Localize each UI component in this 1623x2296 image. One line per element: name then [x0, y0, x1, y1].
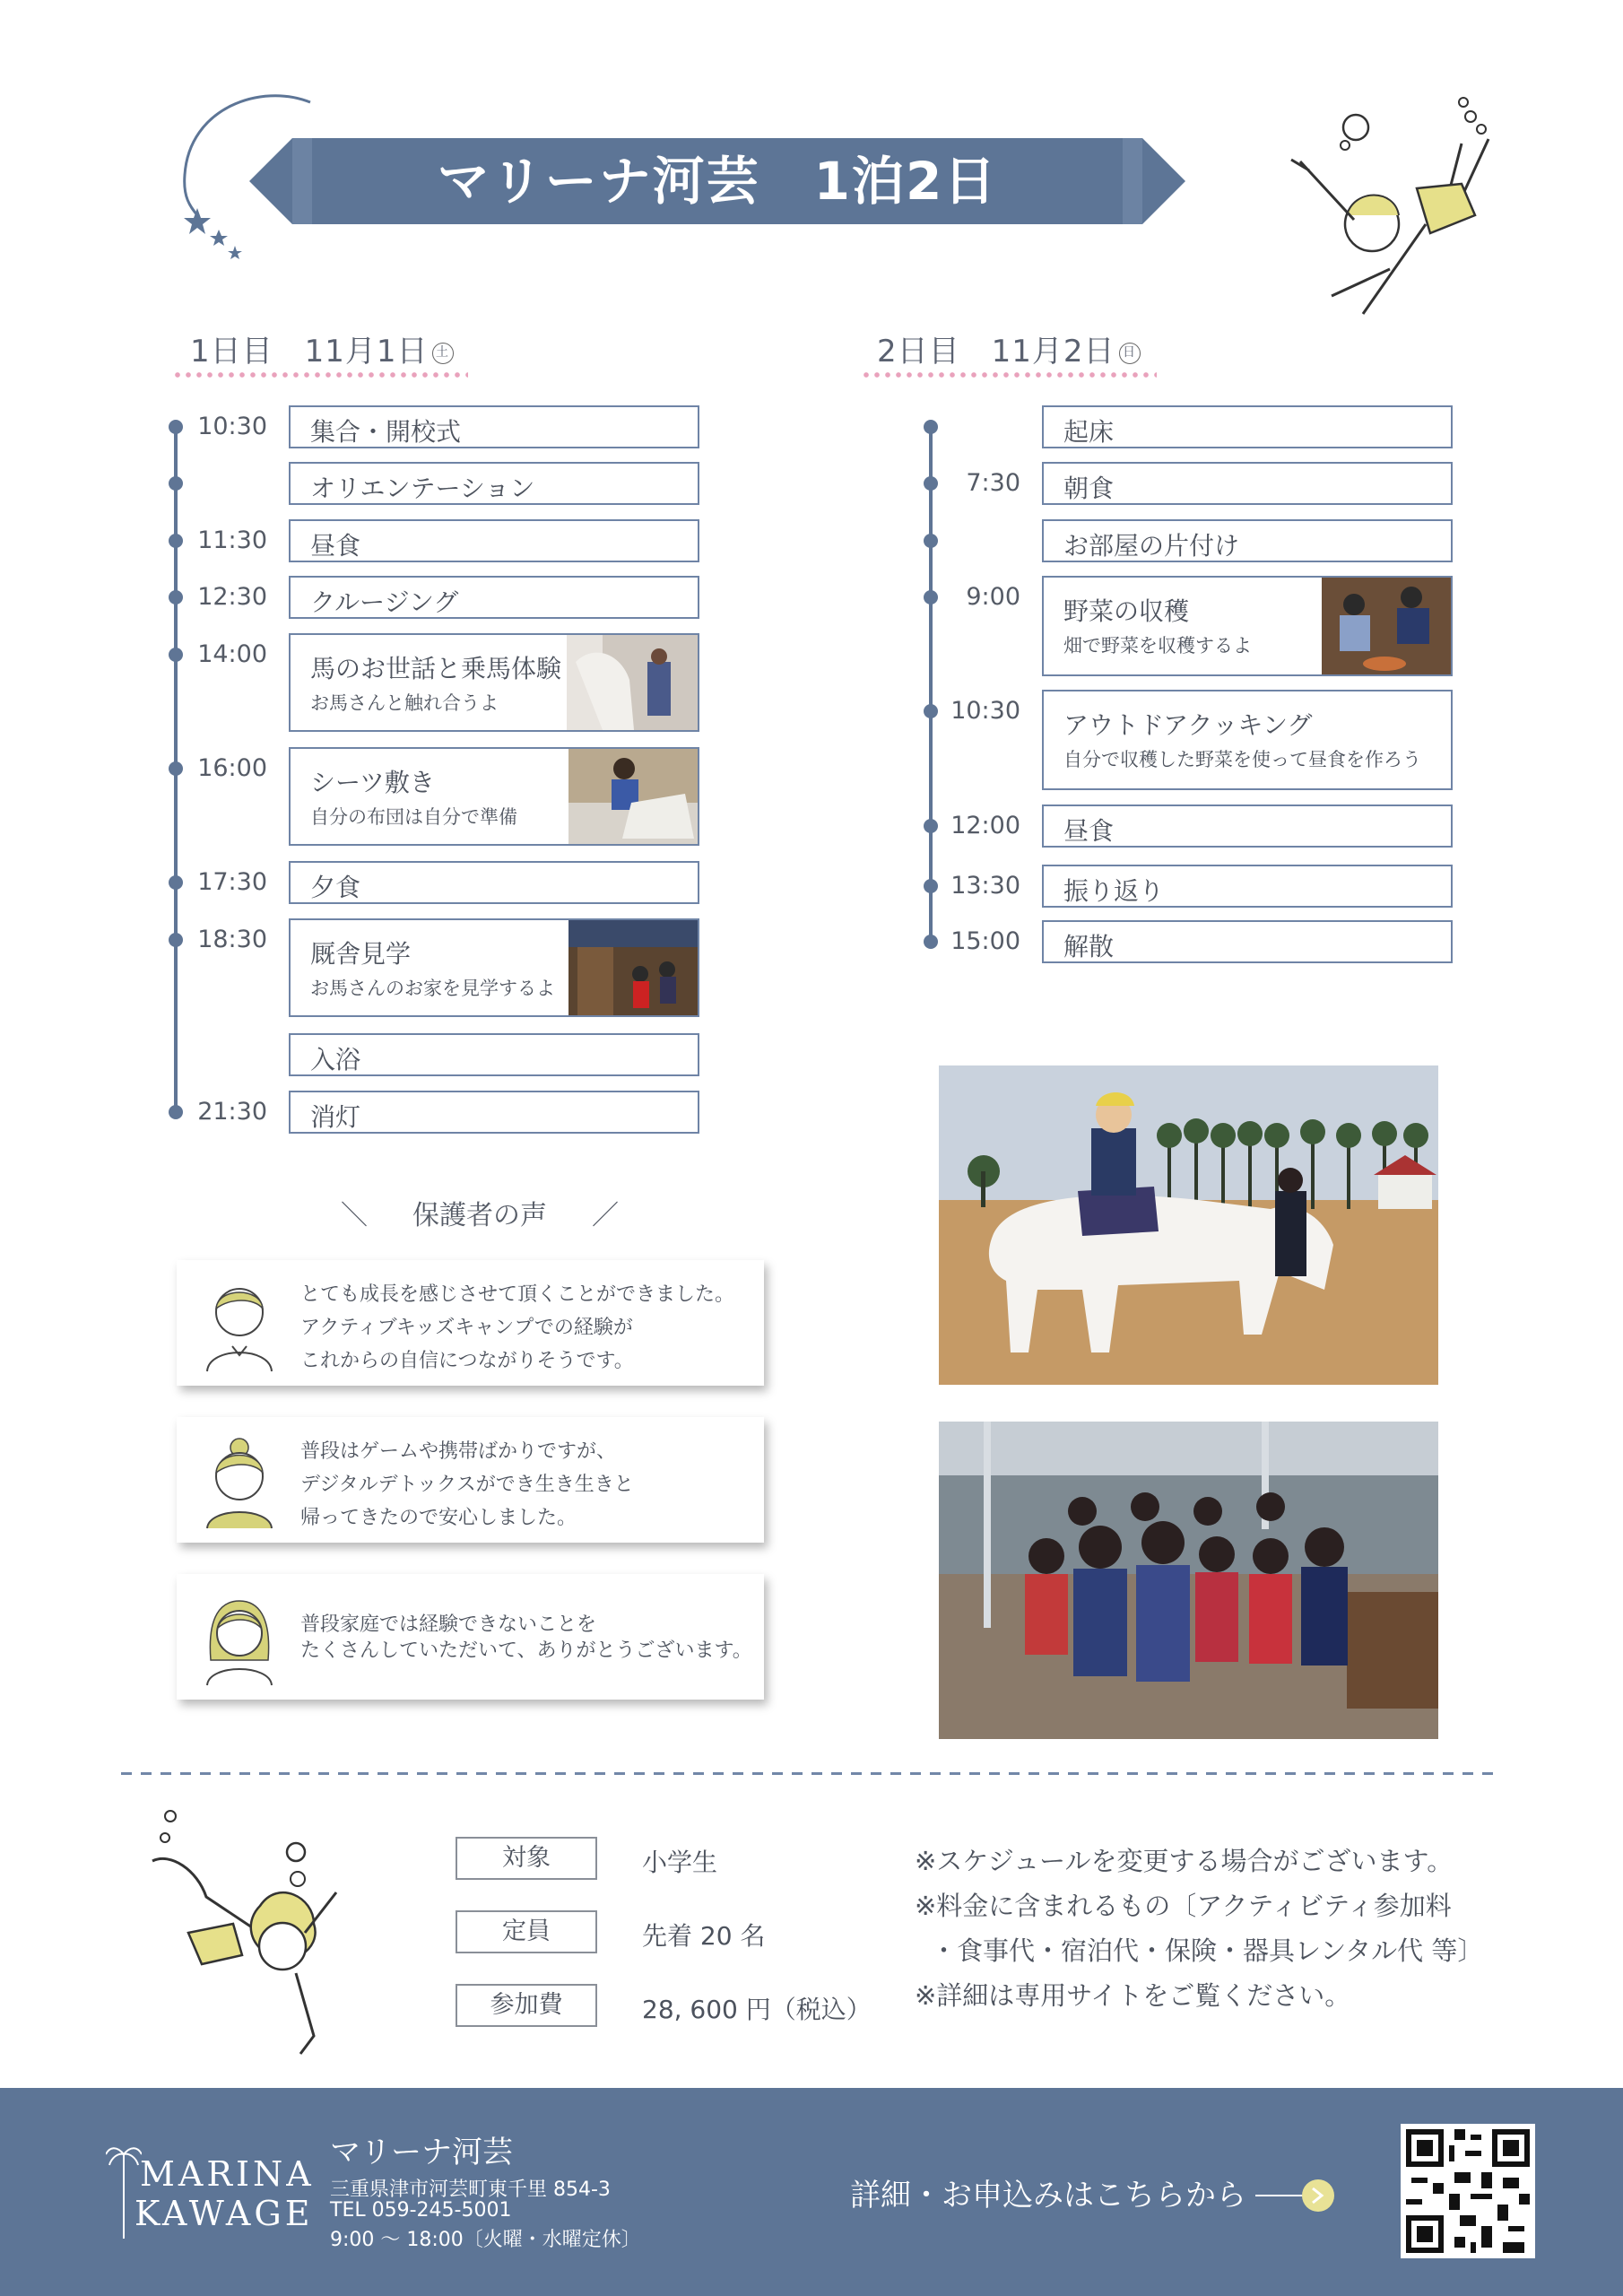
- time-label: 14:00: [197, 640, 267, 668]
- time-label: 12:00: [950, 812, 1020, 839]
- stable-photo: [568, 920, 698, 1015]
- voice-card: [177, 1574, 764, 1700]
- day2-header: [877, 326, 1141, 370]
- timeline-dot: [169, 648, 183, 662]
- voice-text: [300, 1278, 734, 1378]
- schedule-item: [289, 519, 699, 562]
- page-title: マリーナ河芸 1泊2日: [437, 151, 998, 212]
- voice-text: [300, 1435, 634, 1535]
- schedule-item: [289, 747, 699, 846]
- timeline-dot: [924, 534, 938, 548]
- schedule-item-title: シーツ敷き: [310, 768, 435, 797]
- timeline-dot: [169, 420, 183, 434]
- schedule-item-title: 解散: [1063, 932, 1115, 961]
- footer: [0, 2088, 1623, 2296]
- schedule-item-title: 朝食: [1063, 474, 1115, 503]
- schedule-item: [1042, 920, 1453, 963]
- timeline-dot: [924, 879, 938, 893]
- horse-riding-photo: [939, 1065, 1438, 1385]
- logo-text-marina: MARINA: [140, 2154, 315, 2194]
- sheets-photo: [568, 749, 698, 844]
- schedule-item-title: 入浴: [310, 1045, 361, 1074]
- time-label: 15:00: [950, 927, 1020, 955]
- title-banner: [249, 138, 1185, 224]
- diving-child-illustration-icon: [135, 1798, 359, 2067]
- schedule-item-title: 振り返り: [1063, 876, 1165, 906]
- day1-divider: [172, 372, 468, 378]
- schedule-item: [289, 405, 699, 448]
- day2-divider: [861, 372, 1157, 378]
- note-line: ※料金に含まれるもの〔アクティビティ参加料: [915, 1891, 1452, 1921]
- timeline-dot: [924, 420, 938, 434]
- voice-line: これからの自信につながりそうです。: [300, 1350, 634, 1372]
- time-label: 17:30: [197, 868, 267, 896]
- time-label: 7:30: [966, 469, 1020, 497]
- fee-value: 28, 600 円（税込）: [642, 1995, 872, 2024]
- schedule-item-title: アウトドアクッキング: [1063, 710, 1313, 740]
- schedule-item-title: お部屋の片付け: [1063, 531, 1240, 561]
- day1-weekday: 土: [432, 343, 454, 364]
- day2-date: 2日目 11月2日: [877, 334, 1115, 370]
- schedule-item-title: 昼食: [1063, 816, 1115, 846]
- cruising-group-photo: [939, 1422, 1438, 1739]
- schedule-item: [1042, 865, 1453, 908]
- footer-address: 三重県津市河芸町東千里 854-3: [330, 2179, 611, 2201]
- voice-line: デジタルデトックスができ生き生きと: [300, 1474, 634, 1496]
- day2-weekday: 日: [1119, 343, 1141, 364]
- capacity-label: 定員: [456, 1910, 597, 1953]
- voice-text: [300, 1608, 752, 1667]
- schedule-item-subtitle: お馬さんと触れ合うよ: [310, 692, 499, 714]
- fee-label: 参加費: [456, 1984, 597, 2027]
- day1-date: 1日目 11月1日: [190, 334, 429, 370]
- footer-facility-name: マリーナ河芸: [330, 2135, 513, 2170]
- timeline-dot: [169, 761, 183, 776]
- time-label: 10:30: [950, 697, 1020, 725]
- voice-card: [177, 1417, 764, 1543]
- day2-timeline-line: [929, 427, 933, 940]
- qr-code-icon: [1401, 2124, 1535, 2258]
- schedule-item: [1042, 804, 1453, 848]
- schedule-item-title: 消灯: [310, 1102, 361, 1132]
- voice-line: 帰ってきたので安心しました。: [300, 1507, 577, 1529]
- parent-avatar-icon: [195, 1431, 284, 1530]
- schedule-item: [1042, 462, 1453, 505]
- time-label: 16:00: [197, 754, 267, 782]
- schedule-item-subtitle: 畑で野菜を収穫するよ: [1063, 635, 1252, 657]
- schedule-item-title: 厩舎見学: [310, 939, 412, 969]
- qr-code[interactable]: [1401, 2124, 1535, 2258]
- schedule-item: [1042, 405, 1453, 448]
- schedule-item: [1042, 576, 1453, 676]
- timeline-dot: [924, 590, 938, 604]
- time-label: 21:30: [197, 1098, 267, 1126]
- time-label: 9:00: [966, 583, 1020, 611]
- note-line: ・食事代・宿泊代・保険・器具レンタル代 等〕: [931, 1935, 1484, 1966]
- target-value: 小学生: [642, 1848, 718, 1877]
- logo-text-kawage: KAWAGE: [135, 2194, 314, 2233]
- schedule-item: [289, 633, 699, 732]
- time-label: 18:30: [197, 926, 267, 953]
- time-label: 11:30: [197, 526, 267, 554]
- schedule-item: [1042, 690, 1453, 790]
- schedule-item: [289, 861, 699, 904]
- voice-card: [177, 1260, 764, 1386]
- timeline-dot: [169, 875, 183, 890]
- notes: [915, 1839, 1483, 2018]
- parent-avatar-icon: [195, 1588, 284, 1687]
- vegetable-harvest-photo: [1322, 578, 1451, 674]
- timeline-dot: [169, 534, 183, 548]
- time-label: 12:30: [197, 583, 267, 611]
- arrow-right-icon[interactable]: [1255, 2178, 1338, 2213]
- voice-line: 普段はゲームや携帯ばかりですが、: [300, 1440, 617, 1463]
- note-line: ※詳細は専用サイトをご覧ください。: [915, 1980, 1351, 2011]
- footer-tel: TEL 059-245-5001: [330, 2199, 512, 2222]
- schedule-item-subtitle: お馬さんのお家を見学するよ: [310, 978, 555, 999]
- timeline-dot: [924, 935, 938, 949]
- timeline-dot: [169, 476, 183, 491]
- section-divider: [121, 1772, 1502, 1775]
- timeline-dot: [169, 933, 183, 947]
- schedule-item: [1042, 519, 1453, 562]
- voice-line: 普段家庭では経験できないことを: [300, 1613, 597, 1636]
- time-label: 10:30: [197, 413, 267, 440]
- schedule-item-title: クルージング: [310, 587, 459, 617]
- schedule-item-title: 野菜の収穫: [1063, 596, 1190, 626]
- schedule-item-subtitle: 自分の布団は自分で準備: [310, 806, 517, 828]
- schedule-item: [289, 576, 699, 619]
- schedule-item: [289, 462, 699, 505]
- footer-hours: 9:00 ～ 18:00〔火曜・水曜定休〕: [330, 2229, 641, 2251]
- schedule-item: [289, 918, 699, 1017]
- day1-header: [190, 326, 454, 370]
- voices-title: ＼ 保護者の声 ／: [341, 1200, 619, 1231]
- voice-line: たくさんしていただいて、ありがとうございます。: [300, 1639, 752, 1662]
- timeline-dot: [924, 704, 938, 718]
- timeline-dot: [169, 1105, 183, 1119]
- apply-link[interactable]: 詳細・お申込みはこちらから: [850, 2178, 1246, 2213]
- schedule-item-title: 起床: [1063, 417, 1115, 447]
- timeline-dot: [924, 476, 938, 491]
- schedule-item-subtitle: 自分で収穫した野菜を使って昼食を作ろう: [1063, 749, 1421, 770]
- time-label: 13:30: [950, 872, 1020, 900]
- schedule-item-title: 夕食: [310, 873, 361, 902]
- schedule-item: [289, 1033, 699, 1076]
- schedule-item-title: 集合・開校式: [310, 417, 462, 447]
- voice-line: アクティブキッズキャンプでの経験が: [300, 1317, 633, 1339]
- schedule-item-title: 昼食: [310, 531, 361, 561]
- timeline-dot: [924, 819, 938, 833]
- schedule-item-title: 馬のお世話と乗馬体験: [310, 654, 562, 683]
- schedule-item: [289, 1091, 699, 1134]
- voices-title-text: 保護者の声: [412, 1200, 547, 1231]
- swimmer-illustration-icon: [1282, 90, 1506, 350]
- timeline-dot: [169, 590, 183, 604]
- parent-avatar-icon: [195, 1274, 284, 1373]
- note-line: ※スケジュールを変更する場合がございます。: [915, 1846, 1454, 1876]
- capacity-value: 先着 20 名: [642, 1921, 766, 1951]
- schedule-item-title: オリエンテーション: [310, 474, 535, 503]
- horse-care-photo: [567, 635, 698, 730]
- target-label: 対象: [456, 1837, 597, 1880]
- voice-line: とても成長を感じさせて頂くことができました。: [300, 1283, 735, 1306]
